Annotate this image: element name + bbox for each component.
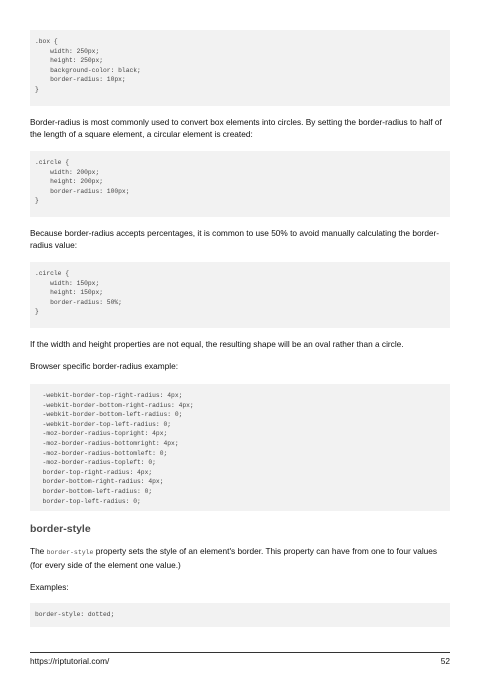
footer-url: https://riptutorial.com/ bbox=[30, 656, 110, 666]
paragraph-circle: Border-radius is most commonly used to convert box elements into circles. By setting the border-radius to half of the length of a square element, a circular element is created: bbox=[30, 117, 442, 139]
code-block-box: .box { width: 250px; height: 250px; background-color: black; border-radius: 10px; } bbox=[30, 30, 450, 106]
inline-code-border-style: border-style bbox=[46, 549, 94, 556]
code-block-circle-px: .circle { width: 200px; height: 200px; border-radius: 100px; } bbox=[30, 151, 450, 217]
code-block-browser-specific: -webkit-border-top-right-radius: 4px; -webkit-border-bottom-right-radius: 4px; -webkit-border-bottom-left-radius: 0; -webkit-border-top-left-radius: 0; -moz-border-radius-topright: 4px; -moz-border-radius-bottomright: 4px; -moz-border-radius-bottomleft: 0; -moz-border-radius-topleft: 0; border-top-right-radius: 4px; border-bottom-right-radius: 4px; border-bottom-left-radius: 0; border-top-left-radius: 0; bbox=[30, 384, 450, 511]
paragraph-border-style-post: property sets the style of an element's border. This property can have from one to four values (for every side of the element one value.) bbox=[30, 546, 438, 570]
paragraph-examples: Examples: bbox=[30, 582, 69, 592]
code-block-dotted: border-style: dotted; bbox=[30, 603, 450, 627]
paragraph-border-style bbox=[30, 545, 450, 571]
paragraph-oval: If the width and height properties are not equal, the resulting shape will be an oval rather than a circle. bbox=[30, 339, 404, 349]
paragraph-percent: Because border-radius accepts percentages, it is common to use 50% to avoid manually calculating the border-radius value: bbox=[30, 228, 440, 250]
footer-divider bbox=[30, 652, 450, 653]
page-content bbox=[30, 30, 450, 627]
heading-border-style: border-style bbox=[30, 523, 91, 535]
paragraph-border-style-pre: The bbox=[30, 546, 47, 556]
code-block-circle-percent: .circle { width: 150px; height: 150px; border-radius: 50%; } bbox=[30, 262, 450, 328]
page-number: 52 bbox=[440, 656, 450, 666]
paragraph-browser-specific: Browser specific border-radius example: bbox=[30, 361, 179, 371]
